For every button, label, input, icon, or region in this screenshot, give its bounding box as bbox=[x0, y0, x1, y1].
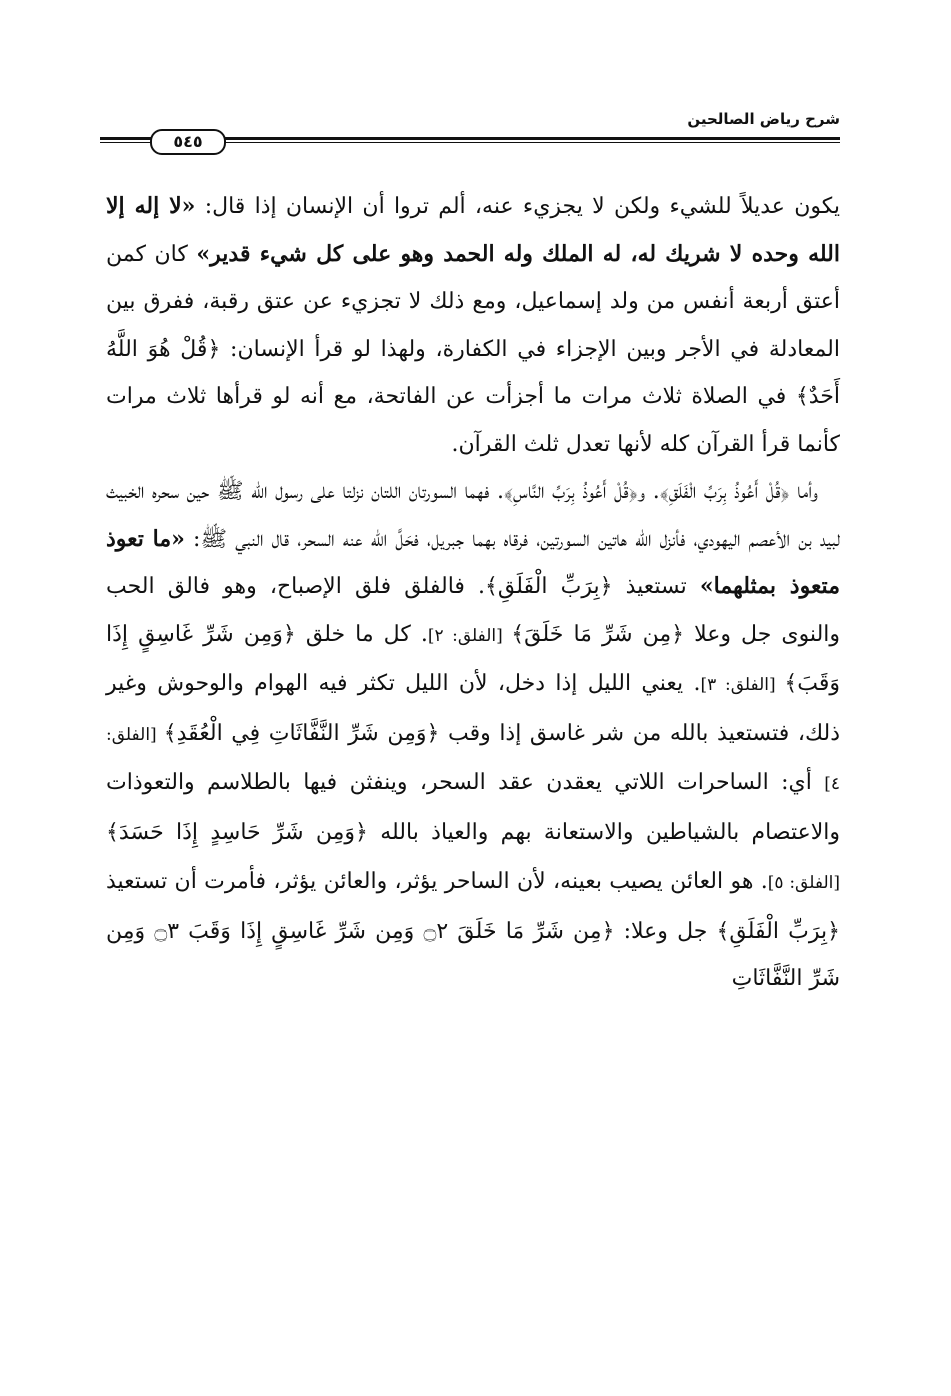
quran-verse: ﴿مِن شَرِّ مَا خَلَقَ ۝٢ وَمِن شَرِّ غَاسِقٍ إِذَا وَقَبَ ۝٣ وَمِن شَرِّ النَّفَّاثَاتِ bbox=[106, 918, 840, 991]
text-run: جل وعلا: bbox=[614, 918, 717, 944]
verse-reference: [الفلق: ٢] bbox=[427, 625, 512, 646]
text-run: كان كمن أعتق أربعة أنفس من ولد إسماعيل، ومع ذلك لا تجزيء عن عتق رقبة، ففرق بين المعادلة في الأجر وبين الإجزاء في الكفارة، ولهذا لو قرأ الإنسان: bbox=[106, 241, 840, 362]
verse-reference: [الفلق: ٥] bbox=[767, 873, 840, 893]
page-body bbox=[106, 183, 840, 1003]
quran-verse: ﴿مِن شَرِّ مَا خَلَقَ﴾ bbox=[511, 621, 685, 647]
text-run: . كل ما خلق bbox=[295, 621, 428, 647]
verse-reference: [الفلق: ٤] bbox=[106, 724, 840, 794]
quran-verse: ﴿قُلْ هُوَ اللَّهُ أَحَدٌ﴾ bbox=[106, 336, 840, 409]
text-run: . يعني الليل إذا دخل، لأن الليل تكثر فيه الهوام والوحوش وغير ذلك، فتستعيذ بالله من شر غاسق إذا وقب bbox=[106, 671, 840, 746]
text-run: أي: الساحرات اللاتي يعقدن عقد السحر، وينفثن فيها بالطلاسم والتعوذات والاعتصام بالشياطين والاستعانة بهم والعياذ بالله bbox=[106, 770, 840, 845]
book-title: شرح رياض الصالحين bbox=[687, 110, 840, 128]
quran-verse: ﴿وَمِن شَرِّ النَّفَّاثَاتِ فِي الْعُقَدِ﴾ bbox=[163, 720, 440, 746]
text-run: يكون عديلاً للشيء ولكن لا يجزيء عنه، ألم تروا أن الإنسان إذا قال: bbox=[195, 194, 840, 219]
quran-verse: ﴿وَمِن شَرِّ حَاسِدٍ إِذَا حَسَدَ﴾ bbox=[106, 819, 368, 845]
page-header bbox=[100, 100, 840, 160]
paragraph-1 bbox=[106, 183, 840, 468]
text-run: . هو العائن يصيب بعينه، لأن الساحر يؤثر، والعائن يؤثر، فأمرت أن تستعيذ bbox=[106, 869, 768, 894]
quran-verse: ﴿بِرَبِّ الْفَلَقِ﴾ bbox=[716, 918, 840, 944]
text-run: تستعيذ bbox=[612, 574, 700, 599]
paragraph-2 bbox=[106, 468, 840, 1003]
quran-verse: ﴿بِرَبِّ الْفَلَقِ﴾ bbox=[485, 574, 613, 599]
quran-verse: ﴿قُلْ أَعُوذُ بِرَبِّ الْفَلَقِ﴾ bbox=[659, 479, 790, 504]
text-run: في الصلاة ثلاث مرات ما أجزأت عن الفاتحة، مع أنه لو قرأها ثلاث مرات كأنما قرأ القرآن كله لأنها تعدل ثلث القرآن. bbox=[106, 384, 840, 457]
text-run: وأما bbox=[789, 479, 819, 504]
quran-verse: ﴿وَمِن شَرِّ غَاسِقٍ إِذَا وَقَبَ﴾ bbox=[106, 621, 840, 696]
page-number: ٥٤٥ bbox=[150, 129, 226, 155]
hadith-quote: «ما تعوذ متعوذ بمثلهما» bbox=[106, 525, 840, 599]
text-run: . فهما السورتان اللتان نزلتا على رسول الله ﷺ حين سحره الخبيث لبيد بن الأعصم اليهودي، فأنزل الله هاتين السورتين، فرقاه بهما جبريل، فحَلَّ الله عنه السحر، قال النبي ﷺ: bbox=[106, 479, 840, 552]
quran-verse: ﴿قُلْ أَعُوذُ بِرَبِّ النَّاسِ﴾ bbox=[503, 479, 638, 504]
text-run: . فالفلق فلق الإصباح، وهو فالق الحب والنوى جل وعلا bbox=[106, 574, 841, 647]
verse-reference: [الفلق: ٣] bbox=[700, 675, 785, 695]
header-rule bbox=[100, 132, 840, 154]
hadith-quote: «لا إله إلا الله وحده لا شريك له، له الملك وله الحمد وهو على كل شيء قدير» bbox=[106, 193, 840, 267]
text-run: . و bbox=[637, 479, 660, 504]
